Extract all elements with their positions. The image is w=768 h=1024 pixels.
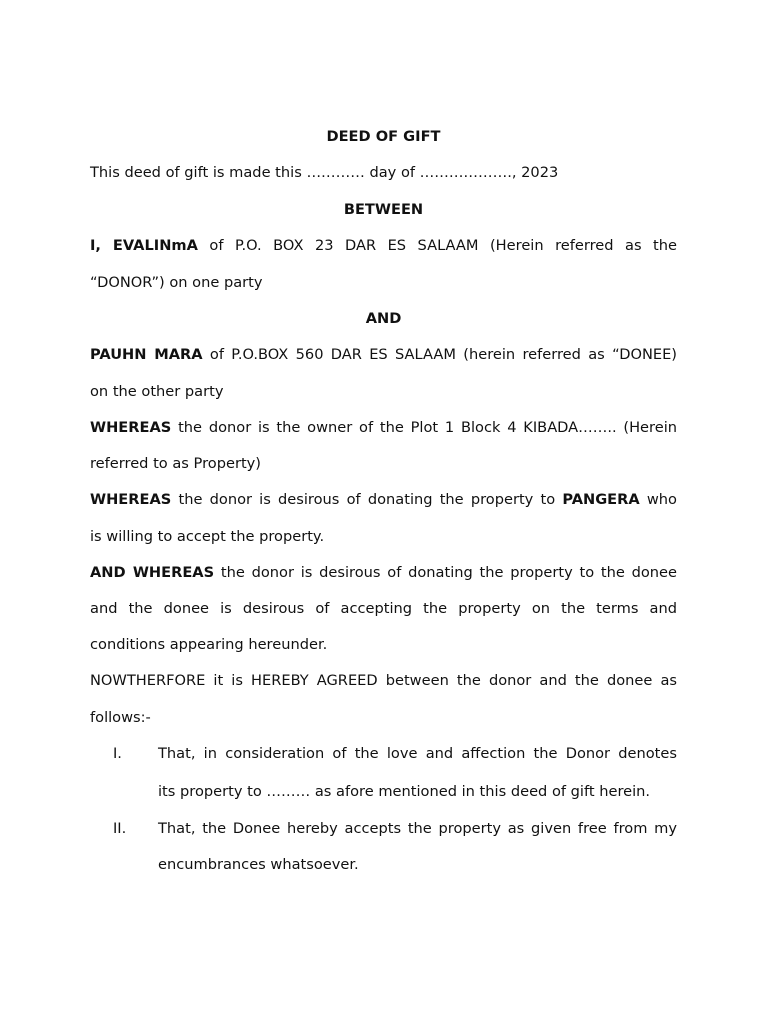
clause-1-line-2: its property to ……… as afore mentioned in this deed of gift herein. [158, 783, 651, 800]
document-title: DEED OF GIFT [326, 128, 441, 145]
whereas3-line-2: and the donee is desirous of accepting the property on the terms and [90, 600, 677, 617]
whereas2-line-1: WHEREAS the donor is desirous of donating the property to PANGERA who [90, 491, 677, 508]
clause-2-line-1: That, the Donee hereby accepts the property as given free from my [158, 820, 677, 837]
donor-line-1: I, EVALINmA of P.O. BOX 23 DAR ES SALAAM (Herein referred as the [90, 237, 677, 254]
and-heading: AND [365, 310, 402, 327]
whereas1-line-2: referred to as Property) [90, 455, 261, 472]
intro-line: This deed of gift is made this ………… day of ………………., 2023 [90, 164, 559, 181]
whereas2-line-2: is willing to accept the property. [90, 528, 325, 545]
clause-2-line-2: encumbrances whatsoever. [158, 856, 359, 873]
donee-line-1: PAUHN MARA of P.O.BOX 560 DAR ES SALAAM (herein referred as “DONEE) [90, 346, 677, 363]
whereas3-line-1: AND WHEREAS the donor is desirous of donating the property to the donee [90, 564, 678, 581]
clause-number: II. [113, 820, 127, 837]
donor-line-2: “DONOR”) on one party [90, 274, 263, 291]
donee-line-2: on the other party [90, 383, 224, 400]
now-line-2: follows:- [90, 709, 151, 726]
whereas3-line-3: conditions appearing hereunder. [90, 636, 328, 653]
donee-name: PAUHN MARA [90, 346, 203, 363]
now-line-1: NOWTHERFORE it is HEREBY AGREED between the donor and the donee as [90, 672, 677, 689]
clause-1-line-1: That, in consideration of the love and affection the Donor denotes [158, 745, 677, 762]
donor-name: I, EVALINmA [90, 237, 198, 254]
clause-number: I. [113, 745, 122, 762]
between-heading: BETWEEN [343, 201, 424, 218]
whereas1-line-1: WHEREAS the donor is the owner of the Plot 1 Block 4 KIBADA…….. (Herein [90, 419, 677, 436]
